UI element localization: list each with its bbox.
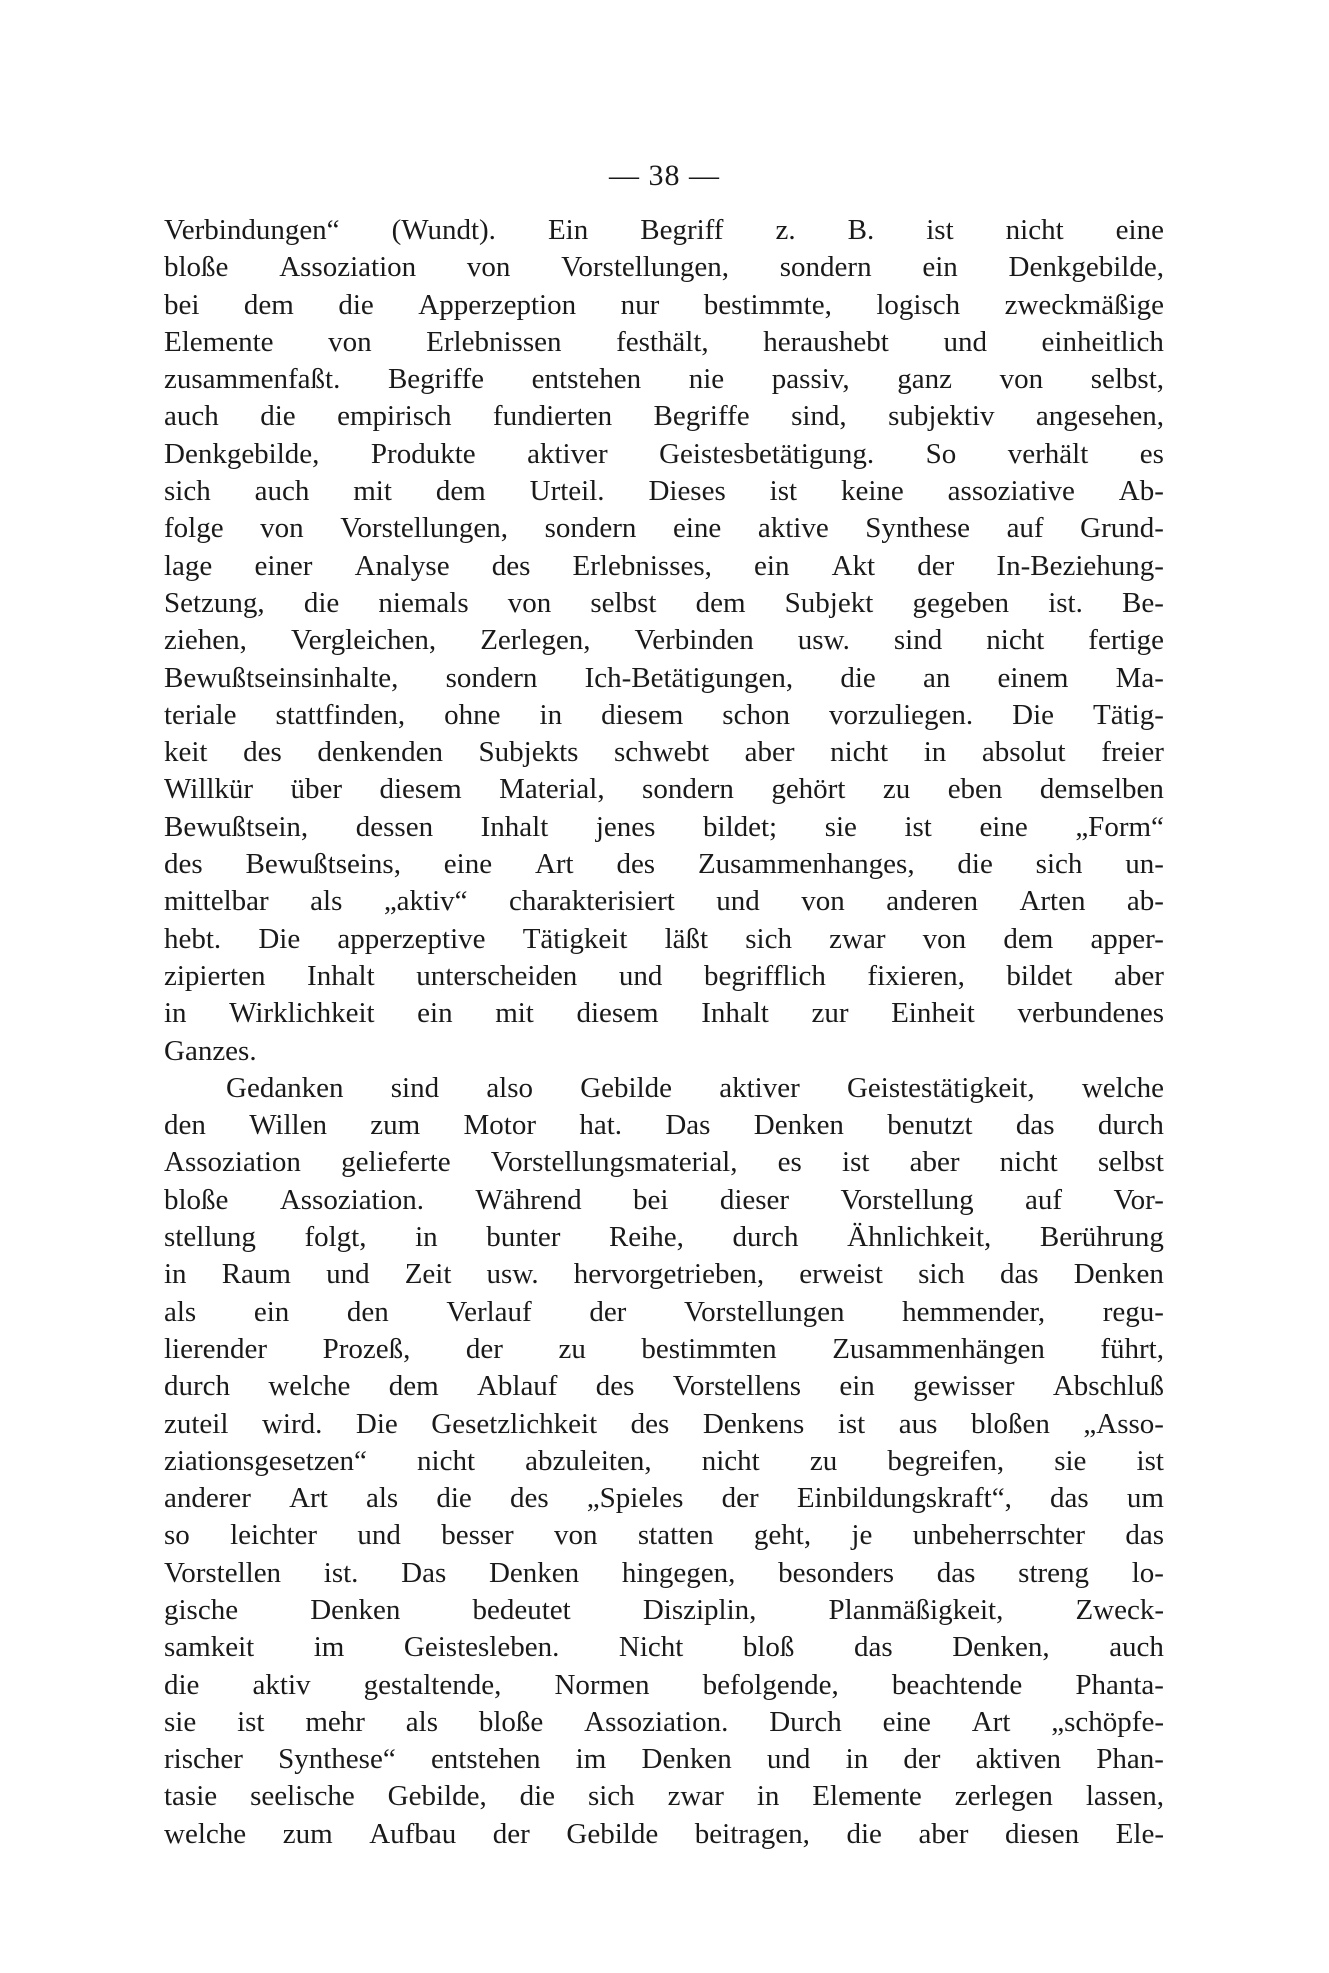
text-line: des Bewußtseins, eine Art des Zusammenhanges, die sich un- bbox=[164, 848, 1164, 881]
text-line: welche zum Aufbau der Gebilde beitragen, die aber diesen Ele- bbox=[164, 1817, 1164, 1850]
text-line: zusammenfaßt. Begriffe entstehen nie passiv, ganz von selbst, bbox=[164, 363, 1164, 396]
text-line: in Wirklichkeit ein mit diesem Inhalt zur Einheit verbundenes bbox=[164, 997, 1164, 1030]
text-line: mittelbar als „aktiv“ charakterisiert und von anderen Arten ab- bbox=[164, 885, 1164, 918]
text-line: lage einer Analyse des Erlebnisses, ein Akt der In-Beziehung- bbox=[164, 549, 1164, 582]
paragraph bbox=[164, 1070, 1164, 1853]
text-line: auch die empirisch fundierten Begriffe sind, subjektiv angesehen, bbox=[164, 400, 1164, 433]
text-line: sich auch mit dem Urteil. Dieses ist keine assoziative Ab- bbox=[164, 475, 1164, 508]
text-line: folge von Vorstellungen, sondern eine aktive Synthese auf Grund- bbox=[164, 512, 1164, 545]
text-line: Willkür über diesem Material, sondern gehört zu eben demselben bbox=[164, 773, 1164, 806]
text-line: sie ist mehr als bloße Assoziation. Durch eine Art „schöpfe- bbox=[164, 1705, 1164, 1738]
text-line: so leichter und besser von statten geht, je unbeherrschter das bbox=[164, 1519, 1164, 1552]
text-line: bloße Assoziation von Vorstellungen, sondern ein Denkgebilde, bbox=[164, 251, 1164, 284]
text-line: bei dem die Apperzeption nur bestimmte, logisch zweckmäßige bbox=[164, 288, 1164, 321]
text-line: Bewußtsein, dessen Inhalt jenes bildet; sie ist eine „Form“ bbox=[164, 810, 1164, 843]
paragraph bbox=[164, 212, 1164, 1070]
text-line: ziehen, Vergleichen, Zerlegen, Verbinden usw. sind nicht fertige bbox=[164, 624, 1164, 657]
text-line: anderer Art als die des „Spieles der Einbildungskraft“, das um bbox=[164, 1482, 1164, 1515]
text-line: teriale stattfinden, ohne in diesem schon vorzuliegen. Die Tätig- bbox=[164, 698, 1164, 731]
text-line: zuteil wird. Die Gesetzlichkeit des Denkens ist aus bloßen „Asso- bbox=[164, 1407, 1164, 1440]
text-line: zipierten Inhalt unterscheiden und begrifflich fixieren, bildet aber bbox=[164, 959, 1164, 992]
text-line: tasie seelische Gebilde, die sich zwar in Elemente zerlegen lassen, bbox=[164, 1780, 1164, 1813]
text-line: samkeit im Geistesleben. Nicht bloß das Denken, auch bbox=[164, 1631, 1164, 1664]
text-line: stellung folgt, in bunter Reihe, durch Ähnlichkeit, Berührung bbox=[164, 1221, 1164, 1254]
text-line: Elemente von Erlebnissen festhält, heraushebt und einheitlich bbox=[164, 325, 1164, 358]
text-line: durch welche dem Ablauf des Vorstellens ein gewisser Abschluß bbox=[164, 1370, 1164, 1403]
text-line: bloße Assoziation. Während bei dieser Vorstellung auf Vor- bbox=[164, 1183, 1164, 1216]
text-line: gische Denken bedeutet Disziplin, Planmäßigkeit, Zweck- bbox=[164, 1593, 1164, 1626]
text-line: rischer Synthese“ entstehen im Denken und in der aktiven Phan- bbox=[164, 1743, 1164, 1776]
text-line: Verbindungen“ (Wundt). Ein Begriff z. B. ist nicht eine bbox=[164, 214, 1164, 246]
text-line: hebt. Die apperzeptive Tätigkeit läßt sich zwar von dem apper- bbox=[164, 922, 1164, 955]
text-line: die aktiv gestaltende, Normen befolgende, beachtende Phanta- bbox=[164, 1668, 1164, 1701]
text-line: in Raum und Zeit usw. hervorgetrieben, erweist sich das Denken bbox=[164, 1258, 1164, 1291]
text-line: als ein den Verlauf der Vorstellungen hemmender, regu- bbox=[164, 1295, 1164, 1328]
body-text bbox=[164, 212, 1164, 1853]
text-line: den Willen zum Motor hat. Das Denken benutzt das durch bbox=[164, 1109, 1164, 1142]
text-line: ziationsgesetzen“ nicht abzuleiten, nicht zu begreifen, sie ist bbox=[164, 1444, 1164, 1477]
text-line: Bewußtseinsinhalte, sondern Ich-Betätigungen, die an einem Ma- bbox=[164, 661, 1164, 694]
text-line: lierender Prozeß, der zu bestimmten Zusammenhängen führt, bbox=[164, 1332, 1164, 1365]
text-line: Setzung, die niemals von selbst dem Subjekt gegeben ist. Be- bbox=[164, 586, 1164, 619]
text-line: Gedanken sind also Gebilde aktiver Geistestätigkeit, welche bbox=[226, 1071, 1164, 1104]
text-line: Assoziation gelieferte Vorstellungsmaterial, es ist aber nicht selbst bbox=[164, 1146, 1164, 1179]
text-line: Denkgebilde, Produkte aktiver Geistesbetätigung. So verhält es bbox=[164, 437, 1164, 470]
page-number: — 38 — bbox=[609, 159, 720, 192]
text-line: Vorstellen ist. Das Denken hingegen, besonders das streng lo- bbox=[164, 1556, 1164, 1589]
text-line: Ganzes. bbox=[164, 1034, 257, 1067]
text-line: keit des denkenden Subjekts schwebt aber nicht in absolut freier bbox=[164, 736, 1164, 769]
